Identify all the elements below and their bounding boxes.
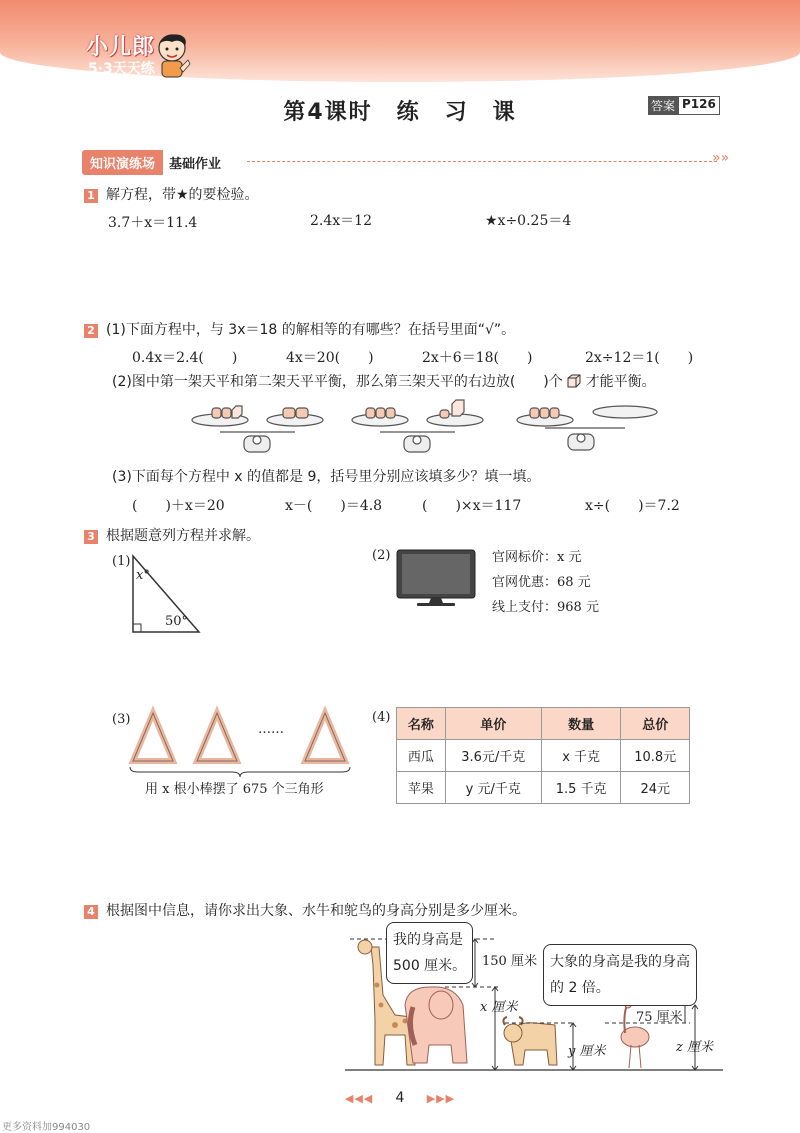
table-row: [397, 772, 690, 804]
brace-icon: [128, 765, 353, 779]
bubble-text: 500 厘米。: [393, 958, 467, 974]
dimension-z: z 厘米: [676, 1040, 713, 1055]
q1-equation: 2.4x＝12: [310, 213, 372, 229]
table-header: 总价: [621, 708, 690, 740]
q2-blank[interactable]: ( )＋x＝20: [132, 498, 225, 514]
brand-subtitle: 5·3天天练: [88, 61, 155, 77]
page-footer: [0, 1090, 800, 1106]
price-table: [396, 707, 690, 804]
q2-part2-text: (2)图中第一架天平和第二架天平平衡，那么第三架天平的右边放( )个: [112, 374, 563, 390]
table-cell: 苹果: [397, 772, 446, 804]
tv-price-line: 官网优惠：68 元: [492, 575, 591, 590]
brand-logo: 小儿郎: [86, 35, 156, 60]
dimension-y: y 厘米: [568, 1044, 606, 1059]
table-cell: 西瓜: [397, 740, 446, 772]
q2-option[interactable]: 2x＋6＝18( ): [422, 350, 533, 366]
table-cell: 24元: [621, 772, 690, 804]
lesson-title: 第4课时 练 习 课: [283, 100, 517, 125]
bubble-text: 大象的身高是我的身高: [550, 954, 690, 970]
q3-prompt: [84, 525, 260, 545]
q2-part2: [112, 371, 656, 391]
cube-icon: [567, 374, 581, 388]
q3-text: 根据题意列方程并求解。: [106, 528, 260, 544]
answer-page: P126: [678, 96, 720, 115]
bubble-text: 我的身高是: [393, 932, 463, 948]
q1-number: 1: [84, 189, 98, 203]
tv-price-line: 官网标价：x 元: [492, 550, 582, 565]
balance-2: [352, 400, 483, 452]
q4-number: 4: [84, 905, 98, 919]
stick-caption: 用 x 根小棒摆了 675 个三角形: [145, 782, 324, 797]
q2-option[interactable]: 0.4x＝2.4( ): [132, 350, 238, 366]
q2-part1-text: (1)下面方程中，与 3x＝18 的解相等的有哪些？在括号里面“√”。: [106, 322, 516, 338]
angle-x-label: x°: [136, 568, 150, 583]
q2-option[interactable]: 2x÷12＝1( ): [585, 350, 694, 366]
stick-triangles-figure: [125, 705, 360, 769]
section-bar: [82, 150, 227, 175]
table-cell: 3.6元/千克: [445, 740, 541, 772]
balance-1: [192, 406, 323, 452]
answer-label: 答案: [648, 96, 678, 115]
angle-50-label: 50°: [165, 614, 189, 629]
q1-prompt: [84, 184, 259, 204]
q4-text: 根据图中信息，请你求出大象、水牛和鸵鸟的身高分别是多少厘米。: [106, 903, 526, 919]
q2-part3: (3)下面每个方程中 x 的值都是 9，括号里分别应该填多少？填一填。: [112, 469, 541, 485]
q2-part2-tail: 才能平衡。: [585, 374, 656, 390]
q2-blank[interactable]: ( )×x＝117: [422, 498, 522, 514]
q3-sub2-label: (2): [372, 548, 391, 563]
footer-note: 更多资料加994030: [2, 1122, 91, 1133]
q3-sub4-label: (4): [372, 710, 391, 725]
section-sub: 基础作业: [169, 157, 222, 172]
dimension-150: 150 厘米: [482, 954, 537, 969]
prev-arrows-icon: ◀◀◀: [344, 1092, 374, 1105]
q1-equation: 3.7＋x＝11.4: [108, 215, 198, 231]
table-cell: x 千克: [541, 740, 621, 772]
q1-text: 解方程，带★的要检验。: [106, 187, 259, 203]
table-header: 名称: [397, 708, 446, 740]
bubble-text: 的 2 倍。: [550, 980, 610, 996]
q2-blank[interactable]: x÷( )＝7.2: [585, 498, 680, 514]
page-number: 4: [395, 1090, 405, 1106]
giraffe-speech-bubble: [386, 922, 473, 984]
q3-sub1-label: (1): [112, 554, 131, 569]
q3-sub3-label: (3): [112, 712, 131, 727]
q2-option[interactable]: 4x＝20( ): [286, 350, 374, 366]
buffalo-icon: [503, 1017, 557, 1065]
q3-number: 3: [84, 530, 98, 544]
balance-3: [517, 406, 657, 450]
table-cell: 1.5 千克: [541, 772, 621, 804]
table-cell: 10.8元: [621, 740, 690, 772]
table-row: [397, 740, 690, 772]
table-header-row: [397, 708, 690, 740]
mascot-icon: [150, 30, 194, 80]
q4-prompt: [84, 900, 526, 920]
table-cell: y 元/千克: [445, 772, 541, 804]
balance-scales-figure: [190, 398, 670, 458]
table-header: 数量: [541, 708, 621, 740]
answer-reference[interactable]: [648, 96, 720, 115]
q2-blank[interactable]: x－( )＝4.8: [285, 498, 383, 514]
table-header: 单价: [445, 708, 541, 740]
tv-icon: [395, 548, 477, 608]
tv-price-info: [492, 545, 599, 620]
section-arrows: »»: [712, 150, 730, 166]
q2-part1: [84, 319, 515, 339]
q2-number: 2: [84, 324, 98, 338]
elephant-icon: [405, 987, 467, 1063]
q1-equation: ★x÷0.25＝4: [485, 213, 572, 229]
dimension-75: 75 厘米: [636, 1010, 683, 1025]
ellipsis-dots: ……: [258, 722, 284, 737]
buffalo-speech-bubble: [543, 944, 697, 1006]
tv-price-line: 线上支付：968 元: [492, 600, 599, 615]
dimension-x: x 厘米: [480, 1000, 518, 1015]
next-arrows-icon: ▶▶▶: [426, 1092, 456, 1105]
section-divider: [247, 161, 717, 162]
section-label: 知识演练场: [82, 150, 163, 175]
